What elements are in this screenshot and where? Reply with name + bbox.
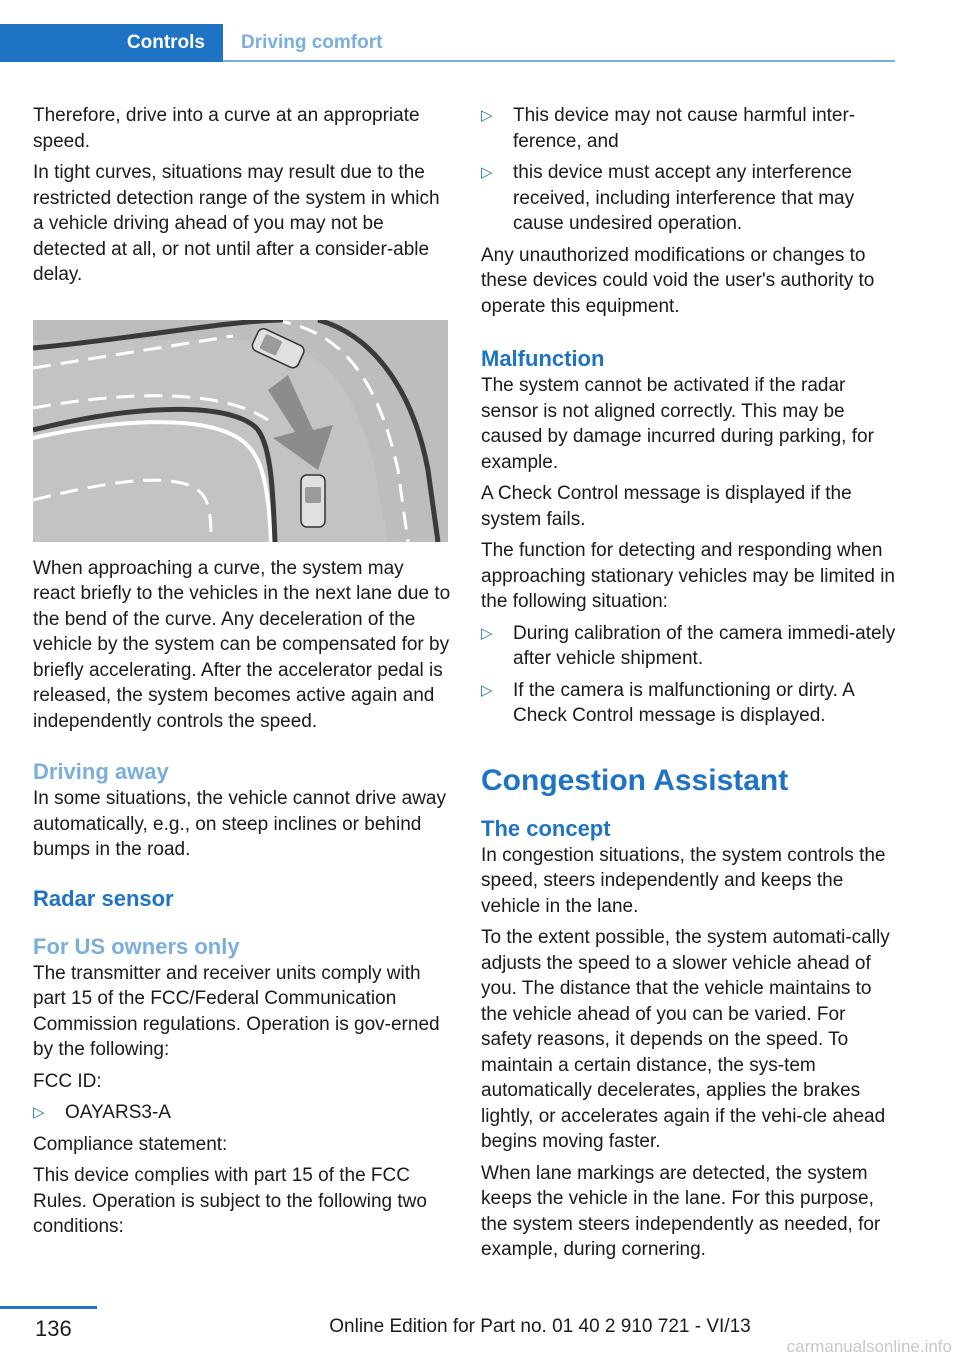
page-header — [0, 24, 895, 62]
limitation-list — [481, 621, 899, 729]
list-item: ▷ If the camera is malfunctioning or dirty. A Check Control message is displayed. — [481, 679, 854, 726]
heading-congestion-assistant: Congestion Assistant — [481, 763, 789, 797]
heading-malfunction: Malfunction — [481, 346, 605, 371]
paragraph: A Check Control message is displayed if the system fails. — [481, 483, 852, 530]
heading-driving-away: Driving away — [33, 759, 169, 784]
paragraph: In congestion situations, the system controls the speed, steers independently and keeps the vehicle in the lane. — [481, 844, 886, 917]
triangle-bullet-icon: ▷ — [481, 164, 493, 181]
fcc-id-list — [33, 1100, 451, 1126]
curve-illustration — [33, 320, 448, 542]
watermark: carmanualsonline.info — [786, 1337, 952, 1356]
list-item: ▷ this device must accept any interference received, including interference that may cause undesired operation. — [481, 162, 855, 234]
paragraph: When lane markings are detected, the system keeps the vehicle in the lane. For this purpose, the system steers independently as needed, for example, during cornering. — [481, 1162, 881, 1260]
list-item: ▷ OAYARS3-A — [33, 1100, 451, 1126]
paragraph: Compliance statement: — [33, 1133, 228, 1155]
paragraph: The system cannot be activated if the radar sensor is not aligned correctly. This may be caused by damage incurred during parking, for example. — [481, 375, 874, 473]
paragraph: In some situations, the vehicle cannot drive away automatically, e.g., on steep inclines or behind bumps in the road. — [33, 788, 446, 860]
edition-note: Online Edition for Part no. 01 40 2 910 721 - VI/13 — [329, 1316, 751, 1337]
page-number: 136 — [35, 1316, 72, 1341]
triangle-bullet-icon: ▷ — [481, 681, 493, 699]
right-column — [481, 103, 899, 1269]
paragraph: The transmitter and receiver units comply with part 15 of the FCC/Federal Communication Commission regulations. Operation is gov-erned by the following: — [33, 962, 440, 1060]
paragraph: Any unauthorized modifications or changes to these devices could void the user's authority to operate this equipment. — [481, 244, 875, 317]
list-item: ▷ This device may not cause harmful inter-ference, and — [481, 105, 856, 152]
triangle-bullet-icon: ▷ — [481, 107, 493, 124]
paragraph: The function for detecting and responding when approaching stationary vehicles may be limited in the following situation: — [481, 540, 895, 612]
footer-rule — [0, 1306, 97, 1309]
paragraph: This device complies with part 15 of the FCC Rules. Operation is subject to the following two conditions: — [33, 1165, 427, 1237]
triangle-bullet-icon: ▷ — [481, 624, 493, 642]
conditions-list — [481, 103, 899, 237]
heading-concept: The concept — [481, 815, 611, 841]
subsection-tab: Driving comfort — [241, 32, 383, 53]
section-tab: Controls — [0, 24, 223, 62]
heading-us-owners: For US owners only — [33, 933, 240, 959]
header-rule — [223, 60, 895, 62]
triangle-bullet-icon: ▷ — [33, 1104, 45, 1121]
paragraph: To the extent possible, the system automati-cally adjusts the speed to a slower vehicle ahead of you. The distance that the vehicle maintains to the vehicle ahead of you can be varied. For safety reasons, it depends on the speed. To maintain a certain distance, the sys-tem automatically decelerates, applies the brakes lightly, or accelerates again if the vehi-cle ahead begins moving faster. — [481, 927, 890, 1152]
list-item: ▷ During calibration of the camera immedi-ately after vehicle shipment. — [481, 622, 896, 669]
paragraph: FCC ID: — [33, 1070, 102, 1092]
left-column — [33, 103, 451, 1246]
paragraph: When approaching a curve, the system may react briefly to the vehicles in the next lane due to the bend of the curve. Any deceleration of the vehicle by the system can be compensated for by briefly accelerating. After the accelerator pedal is released, the system becomes active again and independently controls the speed. — [33, 557, 451, 732]
paragraph: In tight curves, situations may result due to the restricted detection range of the system in which a vehicle driving ahead of you may not be detected at all, or not until after a consider-able delay. — [33, 162, 440, 285]
paragraph: Therefore, drive into a curve at an appropriate speed. — [33, 105, 420, 152]
heading-radar-sensor: Radar sensor — [33, 885, 174, 911]
